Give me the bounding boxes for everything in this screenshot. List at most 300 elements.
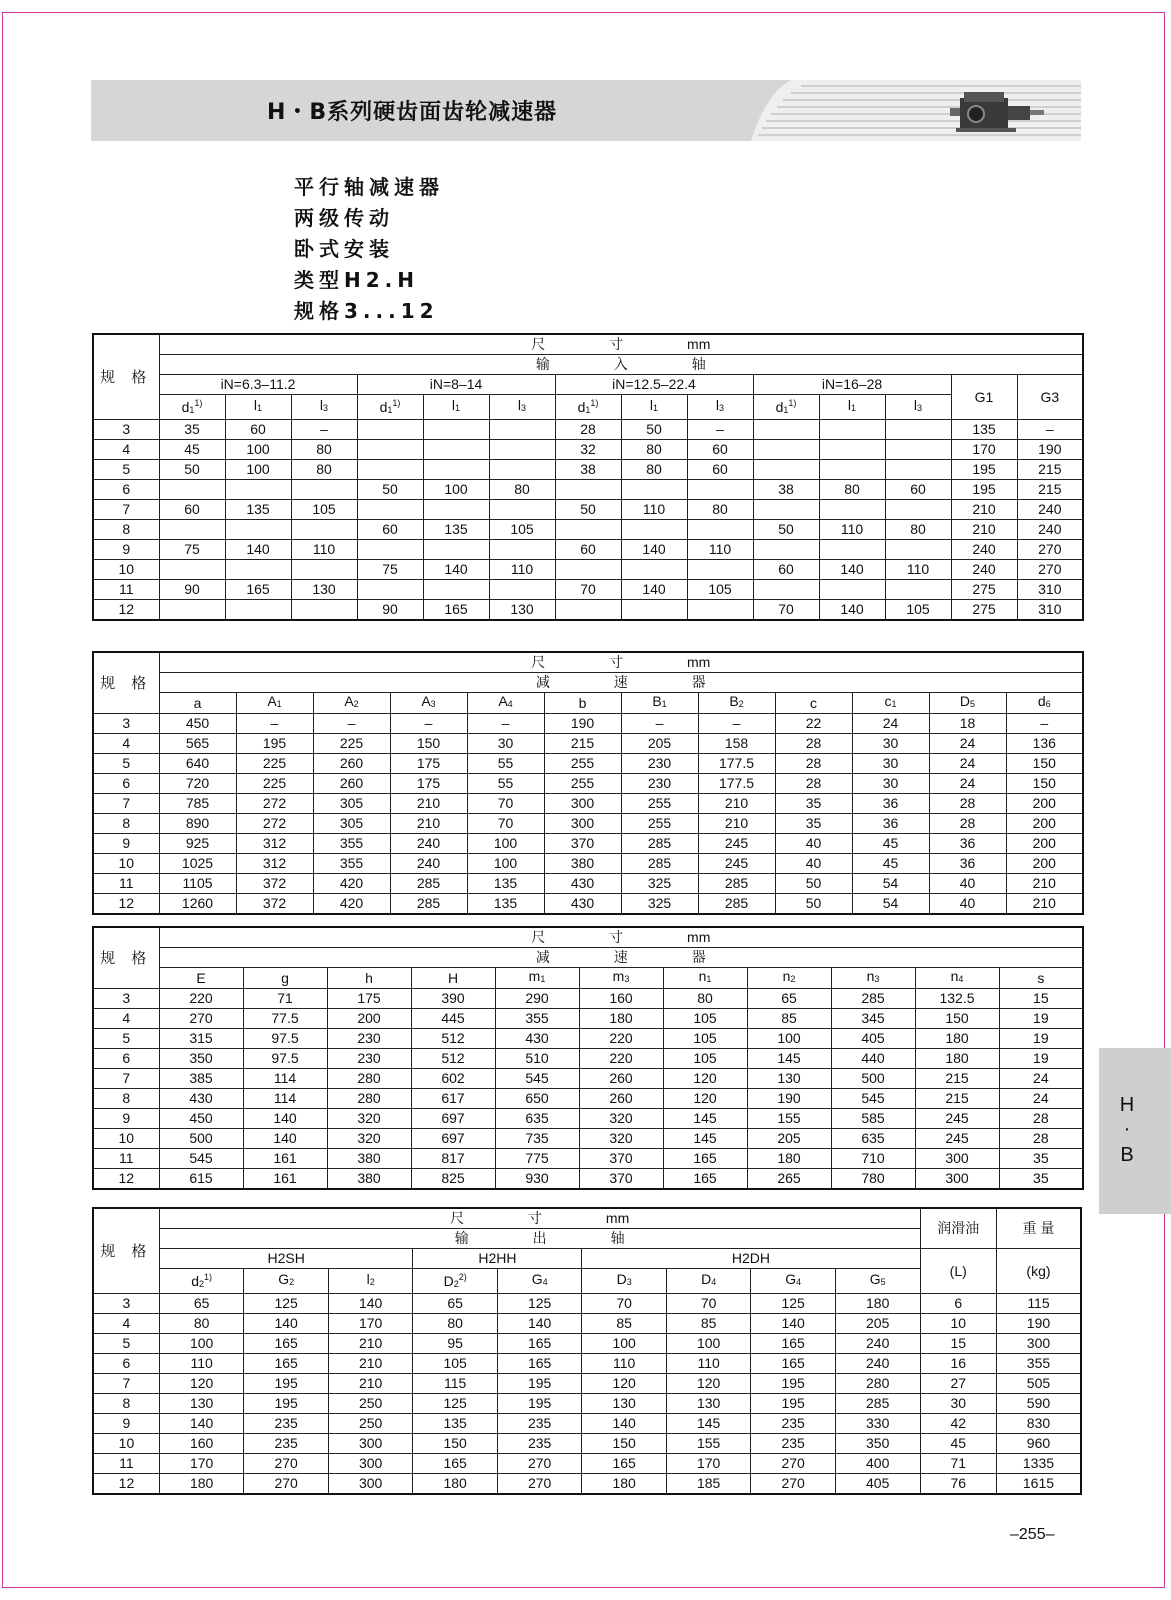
table-cell: 270 xyxy=(751,1474,836,1495)
column-header: $l_1$ xyxy=(225,395,291,420)
table-cell: 930 xyxy=(495,1169,579,1190)
table-cell xyxy=(225,520,291,540)
table-cell: 270 xyxy=(1017,560,1083,580)
table-cell: 165 xyxy=(413,1454,498,1474)
table-cell: 140 xyxy=(423,560,489,580)
table-cell: 215 xyxy=(1017,480,1083,500)
table-cell: 85 xyxy=(747,1009,831,1029)
table-cell xyxy=(819,460,885,480)
table-cell: 450 xyxy=(159,1109,243,1129)
table-cell: 270 xyxy=(244,1454,329,1474)
table-cell: 325 xyxy=(621,894,698,915)
table-cell: – xyxy=(236,714,313,734)
spec-size-cell: 5 xyxy=(93,1334,159,1354)
table-cell: 312 xyxy=(236,834,313,854)
table-cell xyxy=(555,600,621,621)
table-cell: 177.5 xyxy=(698,754,775,774)
table-cell: 40 xyxy=(775,854,852,874)
spec-size-cell: 9 xyxy=(93,540,159,560)
table-cell: 195 xyxy=(951,460,1017,480)
column-header: $l_3$ xyxy=(489,395,555,420)
table-row xyxy=(93,894,1083,915)
table-cell: 285 xyxy=(621,834,698,854)
table-cell: 24 xyxy=(852,714,929,734)
table-cell: 80 xyxy=(489,480,555,500)
table-cell: 50 xyxy=(775,874,852,894)
column-header: s xyxy=(999,968,1083,989)
table-cell xyxy=(357,420,423,440)
table-cell: 24 xyxy=(929,754,1006,774)
table-cell: 120 xyxy=(663,1089,747,1109)
table-cell: 545 xyxy=(831,1089,915,1109)
table-cell xyxy=(555,560,621,580)
table-cell: – xyxy=(1006,714,1083,734)
table-cell: 130 xyxy=(747,1069,831,1089)
table-cell: – xyxy=(467,714,544,734)
table-cell xyxy=(687,480,753,500)
table-cell: 300 xyxy=(915,1149,999,1169)
table-cell: 90 xyxy=(357,600,423,621)
table-cell xyxy=(291,520,357,540)
table-cell: 260 xyxy=(579,1089,663,1109)
table-cell: 350 xyxy=(159,1049,243,1069)
table-cell: 372 xyxy=(236,894,313,915)
table-cell: – xyxy=(313,714,390,734)
table-cell xyxy=(423,540,489,560)
table-cell: 145 xyxy=(663,1129,747,1149)
table-cell: 785 xyxy=(159,794,236,814)
table-cell: 405 xyxy=(835,1474,920,1495)
table-cell xyxy=(357,540,423,560)
variant-header: H2DH xyxy=(582,1249,920,1269)
table-cell: 24 xyxy=(999,1089,1083,1109)
table-cell: – xyxy=(698,714,775,734)
table-cell: 1335 xyxy=(996,1454,1081,1474)
table-cell: 140 xyxy=(497,1314,582,1334)
table-cell: 70 xyxy=(467,794,544,814)
table-cell: 28 xyxy=(775,734,852,754)
table-cell: 180 xyxy=(413,1474,498,1495)
spec-size-cell: 9 xyxy=(93,834,159,854)
table-row xyxy=(93,714,1083,734)
table-cell: 140 xyxy=(621,580,687,600)
table-cell: 97.5 xyxy=(243,1049,327,1069)
column-header: $m_1$ xyxy=(495,968,579,989)
table-cell: 36 xyxy=(929,834,1006,854)
table-cell: 175 xyxy=(327,989,411,1009)
table-row xyxy=(93,560,1083,580)
table-cell xyxy=(621,480,687,500)
table-cell: 110 xyxy=(687,540,753,560)
table-cell: 615 xyxy=(159,1169,243,1190)
table-cell: 300 xyxy=(544,814,621,834)
table-cell: 220 xyxy=(579,1049,663,1069)
table-cell: 70 xyxy=(555,580,621,600)
table-cell: 145 xyxy=(666,1414,751,1434)
table-cell: 65 xyxy=(747,989,831,1009)
table-cell: 120 xyxy=(663,1069,747,1089)
spec-size-cell: 8 xyxy=(93,814,159,834)
table-cell: 290 xyxy=(495,989,579,1009)
table-cell: 272 xyxy=(236,814,313,834)
table-cell: 355 xyxy=(313,854,390,874)
table-cell xyxy=(687,600,753,621)
table-cell: 140 xyxy=(819,600,885,621)
table-cell: 177.5 xyxy=(698,774,775,794)
table-cell: 45 xyxy=(920,1434,996,1454)
column-header: $B_1$ xyxy=(621,693,698,714)
table-cell: 345 xyxy=(831,1009,915,1029)
ratio-group-header: iN=12.5–22.4 xyxy=(555,375,753,395)
table-cell: 320 xyxy=(579,1129,663,1149)
table-row xyxy=(93,1109,1083,1129)
reducer-header: 减 速 器 xyxy=(159,948,1083,968)
table-cell: 200 xyxy=(1006,834,1083,854)
table-cell: 205 xyxy=(835,1314,920,1334)
table-cell: 105 xyxy=(687,580,753,600)
table-cell: 370 xyxy=(544,834,621,854)
table-cell: 285 xyxy=(835,1394,920,1414)
table-cell: 230 xyxy=(621,754,698,774)
table-row xyxy=(93,754,1083,774)
table-cell: 35 xyxy=(775,794,852,814)
table-cell xyxy=(423,580,489,600)
table-cell xyxy=(423,460,489,480)
table-cell xyxy=(159,480,225,500)
table-cell: 445 xyxy=(411,1009,495,1029)
spec-size-cell: 3 xyxy=(93,1294,159,1314)
table-cell xyxy=(291,480,357,500)
table-cell: 195 xyxy=(951,480,1017,500)
table-cell xyxy=(225,480,291,500)
spec-size-cell: 5 xyxy=(93,754,159,774)
table-cell: 370 xyxy=(579,1149,663,1169)
table-cell xyxy=(555,520,621,540)
column-header: G3 xyxy=(1017,375,1083,420)
table-cell: 300 xyxy=(328,1434,413,1454)
table-cell: 110 xyxy=(582,1354,667,1374)
table-cell: 925 xyxy=(159,834,236,854)
table-cell: 18 xyxy=(929,714,1006,734)
spec-size-cell: 10 xyxy=(93,1434,159,1454)
table-cell: 215 xyxy=(915,1089,999,1109)
column-header: $G_5$ xyxy=(835,1269,920,1294)
table-cell: 160 xyxy=(159,1434,244,1454)
table-cell: 130 xyxy=(582,1394,667,1414)
dims-header: 尺 寸 mm xyxy=(159,1208,920,1229)
table-cell xyxy=(753,460,819,480)
intro-line-1: 平行轴减速器 xyxy=(294,175,444,199)
weight-header: 重 量 xyxy=(996,1208,1081,1249)
table-cell: 355 xyxy=(313,834,390,854)
table-cell: 170 xyxy=(666,1454,751,1474)
table-row xyxy=(93,460,1083,480)
table-cell: 105 xyxy=(489,520,555,540)
column-header: $A_3$ xyxy=(390,693,467,714)
table-cell: 161 xyxy=(243,1149,327,1169)
table-cell: 85 xyxy=(582,1314,667,1334)
table-cell: 140 xyxy=(243,1129,327,1149)
table-cell: 110 xyxy=(291,540,357,560)
table-cell: 45 xyxy=(852,834,929,854)
table-row xyxy=(93,540,1083,560)
table-cell xyxy=(489,420,555,440)
table-cell: 35 xyxy=(775,814,852,834)
table-cell: 170 xyxy=(159,1454,244,1474)
table-cell: 240 xyxy=(835,1334,920,1354)
table-cell: 150 xyxy=(390,734,467,754)
table-cell xyxy=(489,500,555,520)
table-row xyxy=(93,1434,1081,1454)
section-tab-dot: · xyxy=(1123,1118,1131,1140)
column-header: $l_1$ xyxy=(819,395,885,420)
table-cell: 235 xyxy=(244,1414,329,1434)
table-row xyxy=(93,1169,1083,1190)
spec-size-cell: 7 xyxy=(93,794,159,814)
table-cell: 300 xyxy=(544,794,621,814)
table-cell: 40 xyxy=(929,874,1006,894)
table-cell: 65 xyxy=(413,1294,498,1314)
spec-size-cell: 4 xyxy=(93,734,159,754)
table-cell: 175 xyxy=(390,774,467,794)
table-cell: 240 xyxy=(390,854,467,874)
table-cell: 105 xyxy=(291,500,357,520)
table-cell: 115 xyxy=(996,1294,1081,1314)
column-header: $d_1^{1)}$ xyxy=(753,395,819,420)
table-cell: 240 xyxy=(951,560,1017,580)
table-cell: 240 xyxy=(390,834,467,854)
table-cell: 77.5 xyxy=(243,1009,327,1029)
table-row xyxy=(93,480,1083,500)
table-cell: 220 xyxy=(159,989,243,1009)
table-cell: 140 xyxy=(244,1314,329,1334)
table-cell: 45 xyxy=(852,854,929,874)
table-cell: 100 xyxy=(467,834,544,854)
column-header: $d_6$ xyxy=(1006,693,1083,714)
table-row xyxy=(93,1294,1081,1314)
column-header: a xyxy=(159,693,236,714)
table-row xyxy=(93,1129,1083,1149)
table-row xyxy=(93,734,1083,754)
table-cell xyxy=(753,580,819,600)
table-cell: 100 xyxy=(225,440,291,460)
reducer-dimensions-table-1 xyxy=(92,651,1084,915)
table-cell: 195 xyxy=(244,1374,329,1394)
table-cell: 240 xyxy=(1017,500,1083,520)
column-header: $A_1$ xyxy=(236,693,313,714)
table-cell: 120 xyxy=(582,1374,667,1394)
table-cell: 285 xyxy=(390,874,467,894)
table-cell: 245 xyxy=(915,1129,999,1149)
table-cell: 125 xyxy=(751,1294,836,1314)
table-cell: 70 xyxy=(467,814,544,834)
table-cell: 355 xyxy=(495,1009,579,1029)
column-header: E xyxy=(159,968,243,989)
table-cell: 80 xyxy=(687,500,753,520)
table-cell: 19 xyxy=(999,1029,1083,1049)
spec-size-cell: 4 xyxy=(93,1314,159,1334)
column-header: $A_4$ xyxy=(467,693,544,714)
spec-size-cell: 11 xyxy=(93,580,159,600)
table-cell: 24 xyxy=(999,1069,1083,1089)
spec-size-cell: 3 xyxy=(93,989,159,1009)
table-cell: 590 xyxy=(996,1394,1081,1414)
table-cell: 54 xyxy=(852,874,929,894)
table-row xyxy=(93,814,1083,834)
table-cell: 180 xyxy=(915,1049,999,1069)
table-cell: 300 xyxy=(915,1169,999,1190)
table-cell: 35 xyxy=(999,1169,1083,1190)
table-row xyxy=(93,1474,1081,1495)
table-cell: 825 xyxy=(411,1169,495,1190)
table-cell: 71 xyxy=(920,1454,996,1474)
table-cell: 635 xyxy=(831,1129,915,1149)
table-cell: 80 xyxy=(621,460,687,480)
table-cell: 285 xyxy=(621,854,698,874)
table-cell: 372 xyxy=(236,874,313,894)
table-cell xyxy=(291,560,357,580)
table-cell: 24 xyxy=(929,774,1006,794)
table-cell: 430 xyxy=(544,894,621,915)
table-row xyxy=(93,1049,1083,1069)
table-cell: 545 xyxy=(495,1069,579,1089)
table-cell: 19 xyxy=(999,1049,1083,1069)
table-cell: 180 xyxy=(915,1029,999,1049)
table-row xyxy=(93,600,1083,621)
spec-size-cell: 8 xyxy=(93,520,159,540)
table-cell: 210 xyxy=(328,1374,413,1394)
table-cell: 430 xyxy=(495,1029,579,1049)
table-cell: 15 xyxy=(999,989,1083,1009)
spec-size-cell: 12 xyxy=(93,600,159,621)
table-cell: 80 xyxy=(291,440,357,460)
table-cell: 140 xyxy=(621,540,687,560)
table-cell: 180 xyxy=(582,1474,667,1495)
table-cell: 76 xyxy=(920,1474,996,1495)
spec-size-cell: 9 xyxy=(93,1109,159,1129)
table-cell: 195 xyxy=(751,1394,836,1414)
spec-size-cell: 4 xyxy=(93,440,159,460)
table-cell: 165 xyxy=(582,1454,667,1474)
table-cell: 120 xyxy=(159,1374,244,1394)
table-cell: 210 xyxy=(390,814,467,834)
table-cell: 35 xyxy=(999,1149,1083,1169)
table-cell: 780 xyxy=(831,1169,915,1190)
table-cell: 100 xyxy=(467,854,544,874)
table-cell: 255 xyxy=(544,774,621,794)
spec-size-cell: 12 xyxy=(93,1169,159,1190)
table-row xyxy=(93,834,1083,854)
table-cell: 30 xyxy=(852,734,929,754)
table-cell: 270 xyxy=(1017,540,1083,560)
table-cell: 105 xyxy=(663,1029,747,1049)
table-cell: 10 xyxy=(920,1314,996,1334)
table-cell: 1260 xyxy=(159,894,236,915)
table-row xyxy=(93,1314,1081,1334)
table-cell: 60 xyxy=(753,560,819,580)
spec-size-cell: 4 xyxy=(93,1009,159,1029)
table-cell: 24 xyxy=(929,734,1006,754)
table-cell: 512 xyxy=(411,1029,495,1049)
table-cell: 310 xyxy=(1017,580,1083,600)
table-cell: 195 xyxy=(497,1394,582,1414)
table-cell: 250 xyxy=(328,1394,413,1414)
table-cell: 140 xyxy=(159,1414,244,1434)
spec-size-cell: 11 xyxy=(93,874,159,894)
input-shaft-table xyxy=(92,333,1084,621)
column-header: $l_1$ xyxy=(621,395,687,420)
table-cell: 130 xyxy=(489,600,555,621)
table-row xyxy=(93,420,1083,440)
column-header: h xyxy=(327,968,411,989)
column-header: $d_1^{1)}$ xyxy=(159,395,225,420)
spec-size-cell: 12 xyxy=(93,894,159,915)
table-cell xyxy=(357,580,423,600)
table-cell xyxy=(357,500,423,520)
table-cell: 235 xyxy=(244,1434,329,1454)
table-cell: 170 xyxy=(328,1314,413,1334)
spec-size-cell: 6 xyxy=(93,1049,159,1069)
table-cell: 225 xyxy=(236,754,313,774)
table-cell: 100 xyxy=(159,1334,244,1354)
table-cell: 80 xyxy=(159,1314,244,1334)
table-cell: 330 xyxy=(835,1414,920,1434)
table-cell: 260 xyxy=(313,754,390,774)
table-cell: 6 xyxy=(920,1294,996,1314)
section-tab-letter: H xyxy=(1119,1094,1135,1116)
table-cell: 55 xyxy=(467,754,544,774)
table-cell: 130 xyxy=(291,580,357,600)
table-cell: 190 xyxy=(996,1314,1081,1334)
table-cell: 210 xyxy=(698,794,775,814)
column-header: $l_3$ xyxy=(885,395,951,420)
intro-line-5: 规格3...12 xyxy=(294,299,439,323)
table-cell: 71 xyxy=(243,989,327,1009)
table-cell: 22 xyxy=(775,714,852,734)
table-cell: 817 xyxy=(411,1149,495,1169)
table-cell xyxy=(555,480,621,500)
table-cell: 285 xyxy=(390,894,467,915)
table-cell: 50 xyxy=(753,520,819,540)
table-cell: 225 xyxy=(313,734,390,754)
table-cell: 310 xyxy=(1017,600,1083,621)
table-cell: 720 xyxy=(159,774,236,794)
table-cell xyxy=(357,460,423,480)
table-cell: 50 xyxy=(621,420,687,440)
table-cell: 125 xyxy=(497,1294,582,1314)
table-cell: 32 xyxy=(555,440,621,460)
table-cell: 105 xyxy=(663,1009,747,1029)
table-cell xyxy=(885,420,951,440)
table-cell xyxy=(885,500,951,520)
table-row xyxy=(93,989,1083,1009)
table-cell: 245 xyxy=(915,1109,999,1129)
table-cell: 270 xyxy=(497,1454,582,1474)
table-cell: 135 xyxy=(423,520,489,540)
intro-line-3: 卧式安装 xyxy=(294,237,394,261)
table-cell: 28 xyxy=(929,814,1006,834)
table-cell: 16 xyxy=(920,1354,996,1374)
table-cell: 140 xyxy=(751,1314,836,1334)
table-cell: – xyxy=(1017,420,1083,440)
table-cell: 80 xyxy=(291,460,357,480)
table-cell: 140 xyxy=(225,540,291,560)
table-cell: 135 xyxy=(413,1414,498,1434)
table-cell: 80 xyxy=(819,480,885,500)
spec-size-cell: 7 xyxy=(93,1374,159,1394)
table-cell: 270 xyxy=(751,1454,836,1474)
column-header: $l_1$ xyxy=(423,395,489,420)
